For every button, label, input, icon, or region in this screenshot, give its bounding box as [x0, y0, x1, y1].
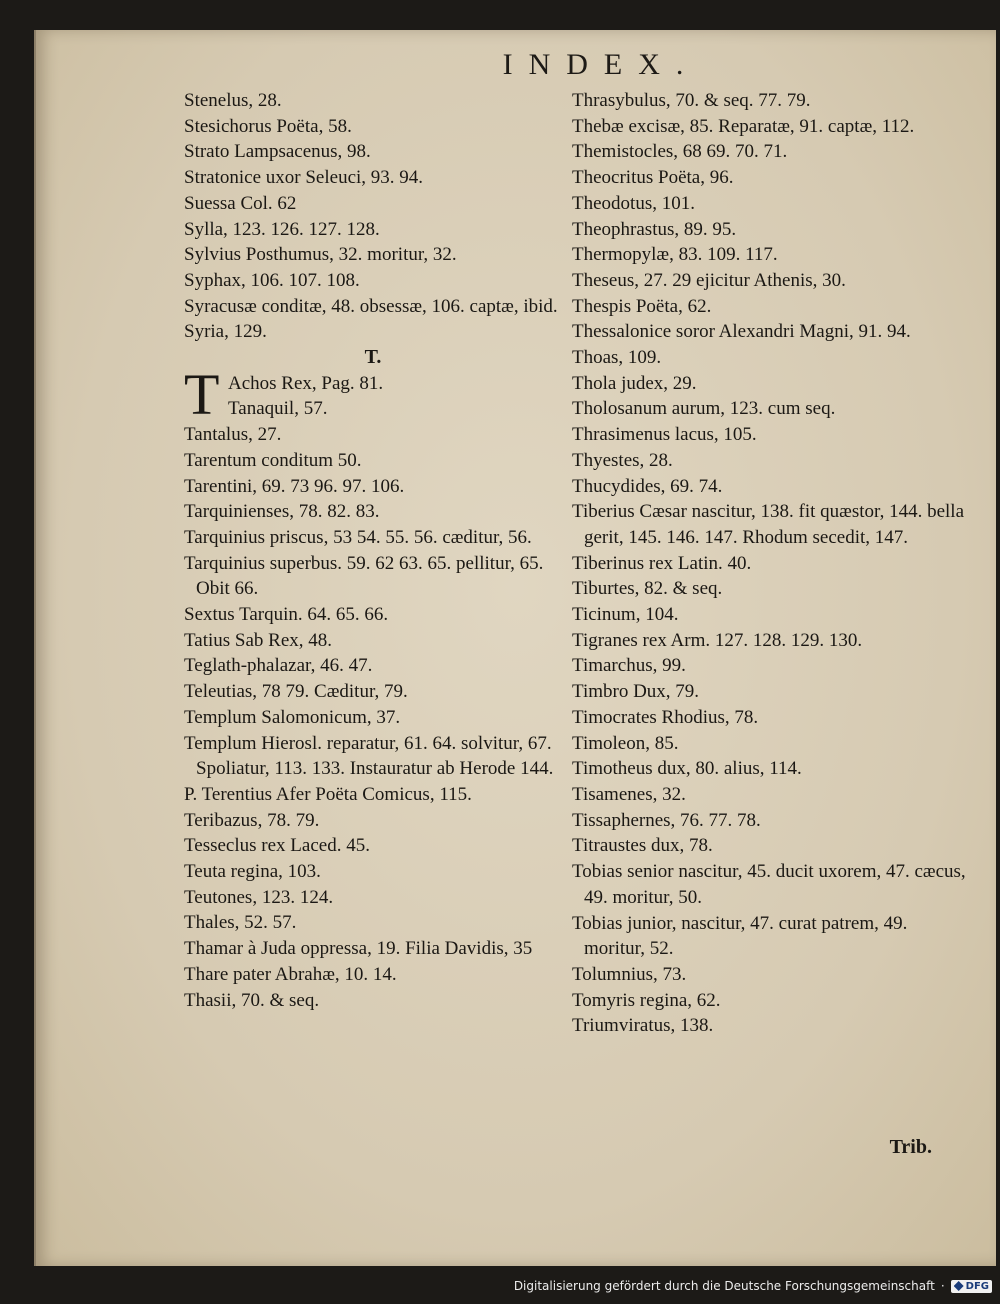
index-entry: Thebæ excisæ, 85. Reparatæ, 91. captæ, 112.	[572, 115, 915, 137]
footer-text: Digitalisierung gefördert durch die Deutsche Forschungsgemeinschaft	[513, 1279, 935, 1293]
index-entry: Theocritus Poëta, 96.	[572, 167, 734, 189]
index-entry: Tarentini, 69. 73 96. 97. 106.	[184, 475, 405, 497]
index-entry: Theophrastus, 89. 95.	[572, 218, 737, 240]
digitization-footer	[0, 1274, 1000, 1298]
entry-group-right	[572, 88, 968, 1039]
index-entry: Thessalonice soror Alexandri Magni, 91. 94.	[572, 321, 911, 343]
index-entry: Thamar à Juda oppressa, 19. Filia Davidis, 35	[184, 938, 533, 960]
index-entry: Tiberinus rex Latin. 40.	[572, 552, 752, 574]
index-entry: Sextus Tarquin. 64. 65. 66.	[184, 604, 389, 626]
index-entry: Theodotus, 101.	[572, 192, 695, 214]
index-entry: Stratonice uxor Seleuci, 93. 94.	[184, 167, 424, 189]
index-entry: P. Terentius Afer Poëta Comicus, 115.	[184, 783, 472, 805]
index-entry: Thasii, 70. & seq.	[184, 989, 320, 1011]
index-entry: Tiburtes, 82. & seq.	[572, 578, 723, 600]
index-entry: Syria, 129.	[184, 321, 267, 343]
dropcap-entry-text: Achos Rex, Pag. 81.	[228, 372, 384, 394]
index-entry: Thoas, 109.	[572, 347, 662, 369]
index-entry: Thucydides, 69. 74.	[572, 475, 723, 497]
index-entry: Strato Lampsacenus, 98.	[184, 141, 371, 163]
index-entry: Templum Salomonicum, 37.	[184, 706, 401, 728]
index-entry: Tolumnius, 73.	[572, 963, 687, 985]
index-entry: Tarentum conditum 50.	[184, 449, 362, 471]
index-entry: Stenelus, 28.	[184, 90, 282, 111]
index-entry: Tholosanum aurum, 123. cum seq.	[572, 398, 836, 420]
index-entry: Stesichorus Poëta, 58.	[184, 115, 352, 137]
index-entry: Ticinum, 104.	[572, 604, 679, 626]
index-entry: Teglath-phalazar, 46. 47.	[184, 655, 373, 677]
index-entry: Tarquinienses, 78. 82. 83.	[184, 501, 380, 523]
index-entry: Teleutias, 78 79. Cæditur, 79.	[184, 681, 408, 703]
dfg-logo	[951, 1280, 992, 1293]
index-entry: Thare pater Abrahæ, 10. 14.	[184, 963, 397, 985]
index-entry: Theseus, 27. 29 ejicitur Athenis, 30.	[572, 269, 846, 291]
index-entry: Syphax, 106. 107. 108.	[184, 269, 360, 291]
index-entry: Thrasimenus lacus, 105.	[572, 424, 757, 446]
index-entry: Thola judex, 29.	[572, 372, 697, 394]
section-letter-t: T.	[364, 346, 382, 369]
index-entry: Teribazus, 78. 79.	[184, 809, 320, 831]
index-entry: Themistocles, 68 69. 70. 71.	[572, 141, 788, 163]
index-entry: Templum Hierosl. reparatur, 61. 64. solvitur, 67. Spoliatur, 113. 133. Instauratur ab Herode 144.	[184, 732, 554, 780]
index-entry: Syracusæ conditæ, 48. obsessæ, 106. captæ, ibid.	[184, 295, 558, 317]
dfg-logo-text: DFG	[965, 1280, 989, 1292]
index-column-left	[184, 88, 562, 1013]
index-entry: Tigranes rex Arm. 127. 128. 129. 130.	[572, 629, 863, 651]
index-entry: Timoleon, 85.	[572, 732, 679, 754]
dropcap-entry	[184, 361, 562, 427]
index-entry: Sylvius Posthumus, 32. moritur, 32.	[184, 244, 457, 266]
index-entry: Tiberius Cæsar nascitur, 138. fit quæstor, 144. bella gerit, 145. 146. 147. Rhodum secedit, 147.	[572, 501, 965, 548]
index-entry: Tatius Sab Rex, 48.	[184, 629, 333, 651]
scanned-page	[34, 30, 996, 1266]
index-entry: Tobias senior nascitur, 45. ducit uxorem, 47. cæcus, 49. moritur, 50.	[572, 861, 966, 908]
index-entry: Tomyris regina, 62.	[572, 989, 721, 1011]
index-entry: Timotheus dux, 80. alius, 114.	[572, 758, 802, 780]
index-entry: Titraustes dux, 78.	[572, 835, 713, 857]
dfg-logo-icon	[954, 1281, 964, 1291]
index-entry: Sylla, 123. 126. 127. 128.	[184, 218, 380, 240]
index-entry: Tantalus, 27.	[184, 424, 282, 446]
index-entry: Tissaphernes, 76. 77. 78.	[572, 809, 761, 831]
index-entry: Teuta regina, 103.	[184, 861, 321, 883]
page-header: INDEX.	[502, 48, 700, 81]
entry-group-before	[184, 88, 562, 345]
index-entry: Thespis Poëta, 62.	[572, 295, 712, 317]
entry-group-after	[184, 422, 562, 1013]
index-entry: Triumviratus, 138.	[572, 1015, 714, 1037]
dropcap-second-line: Tanaquil, 57.	[228, 398, 328, 420]
index-column-right	[572, 88, 968, 1039]
index-entry: Teutones, 123. 124.	[184, 886, 334, 908]
dropcap-letter: T	[184, 361, 220, 427]
index-entry: Timocrates Rhodius, 78.	[572, 706, 759, 728]
index-entry: Tisamenes, 32.	[572, 783, 686, 805]
footer-separator: ·	[940, 1279, 945, 1293]
index-entry: Tarquinius superbus. 59. 62 63. 65. pellitur, 65. Obit 66.	[184, 552, 544, 600]
index-entry: Thrasybulus, 70. & seq. 77. 79.	[572, 90, 811, 111]
index-entry: Thyestes, 28.	[572, 449, 673, 471]
index-entry: Tarquinius priscus, 53 54. 55. 56. cæditur, 56.	[184, 526, 532, 548]
catchword: Trib.	[889, 1136, 932, 1158]
index-entry: Thales, 52. 57.	[184, 912, 297, 934]
index-entry: Tobias junior, nascitur, 47. curat patrem, 49. moritur, 52.	[572, 912, 908, 960]
index-entry: Suessa Col. 62	[184, 192, 297, 214]
index-entry: Timbro Dux, 79.	[572, 681, 700, 703]
index-entry: Tesseclus rex Laced. 45.	[184, 835, 370, 857]
index-entry: Timarchus, 99.	[572, 655, 686, 677]
index-entry: Thermopylæ, 83. 109. 117.	[572, 244, 778, 266]
